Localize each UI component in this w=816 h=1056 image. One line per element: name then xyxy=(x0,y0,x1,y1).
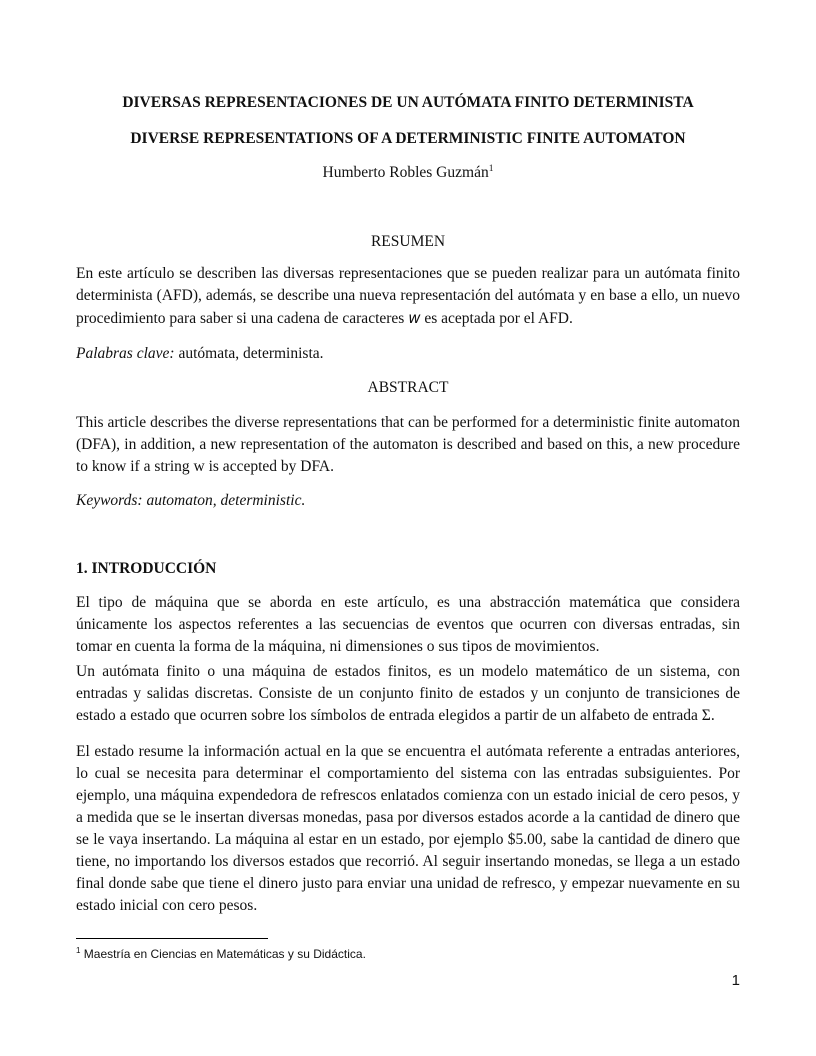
author-footnote-mark: 1 xyxy=(488,164,494,174)
abstract-keywords xyxy=(76,492,740,510)
author-name: Humberto Robles Guzmán xyxy=(322,164,489,182)
author-line xyxy=(76,164,740,182)
title-spanish: DIVERSAS REPRESENTACIONES DE UN AUTÓMATA FINITO DETERMINISTA xyxy=(122,94,694,111)
intro-paragraph-2: Un autómata finito o una máquina de estados finitos, es un modelo matemático de un sistema, con entradas y salidas discretas. Consiste de un conjunto finito de estados y un conjunto de transiciones de estado a estado que ocurren sobre los símbolos de entrada elegidos a partir de un alfabeto de entrada Σ. xyxy=(76,663,740,724)
resumen-heading: RESUMEN xyxy=(370,233,446,250)
resumen-keywords-label: Palabras clave: xyxy=(76,345,175,362)
footnote-mark: 1 xyxy=(76,946,81,955)
footnote xyxy=(76,946,366,961)
abstract-heading: ABSTRACT xyxy=(367,379,449,396)
resumen-text xyxy=(76,263,740,330)
title-english: DIVERSE REPRESENTATIONS OF A DETERMINISTIC FINITE AUTOMATON xyxy=(130,130,686,147)
abstract-keywords-value: Keywords: automaton, deterministic. xyxy=(76,492,306,509)
footnote-divider xyxy=(76,938,268,939)
intro-paragraph-3: El estado resume la información actual en la que se encuentra el autómata referente a entradas anteriores, lo cual se necesita para determinar el comportamiento del sistema con las entradas subsiguientes. Por ejemplo, una máquina expendedora de refrescos enlatados comienza con un estado inicial de cero pesos, y a medida que se le insertan diversas monedas, pasa por diversos estados acorde a la cantidad de dinero que se le vaya insertando. La máquina al estar en un estado, por ejemplo $5.00, sabe la cantidad de dinero que tiene, no importando los diversos estados que recorrió. Al seguir insertando monedas, se llega a un estado final donde sabe que tiene el dinero justo para enviar una unidad de refresco, y empezar nuevamente en su estado inicial con cero pesos. xyxy=(76,743,740,914)
footnote-text: Maestría en Ciencias en Matemáticas y su Didáctica. xyxy=(80,947,366,961)
resumen-text-part1: En este artículo se describen las diversas representaciones que se pueden realizar para un autómata finito determinista (AFD), además, se describe una nueva representación del autómata y en base a ello, un nuevo procedimiento para saber si una cadena de caracteres xyxy=(76,265,740,327)
resumen-variable-w: w xyxy=(408,309,421,327)
resumen-keywords xyxy=(76,345,740,363)
resumen-text-part2: es aceptada por el AFD. xyxy=(420,310,573,327)
page-number: 1 xyxy=(731,972,740,989)
abstract-text: This article describes the diverse representations that can be performed for a deterministic finite automaton (DFA), in addition, a new representation of the automaton is described and based on this, a new procedure to know if a string w is accepted by DFA. xyxy=(76,414,740,475)
section-heading-introduccion: 1. INTRODUCCIÓN xyxy=(76,560,217,577)
intro-paragraph-1: El tipo de máquina que se aborda en este artículo, es una abstracción matemática que considera únicamente los aspectos referentes a las secuencias de eventos que ocurren con diversas entradas, sin tomar en cuenta la forma de la máquina, ni dimensiones o sus tipos de movimientos. xyxy=(76,594,740,655)
resumen-keywords-value: autómata, determinista. xyxy=(174,345,324,362)
